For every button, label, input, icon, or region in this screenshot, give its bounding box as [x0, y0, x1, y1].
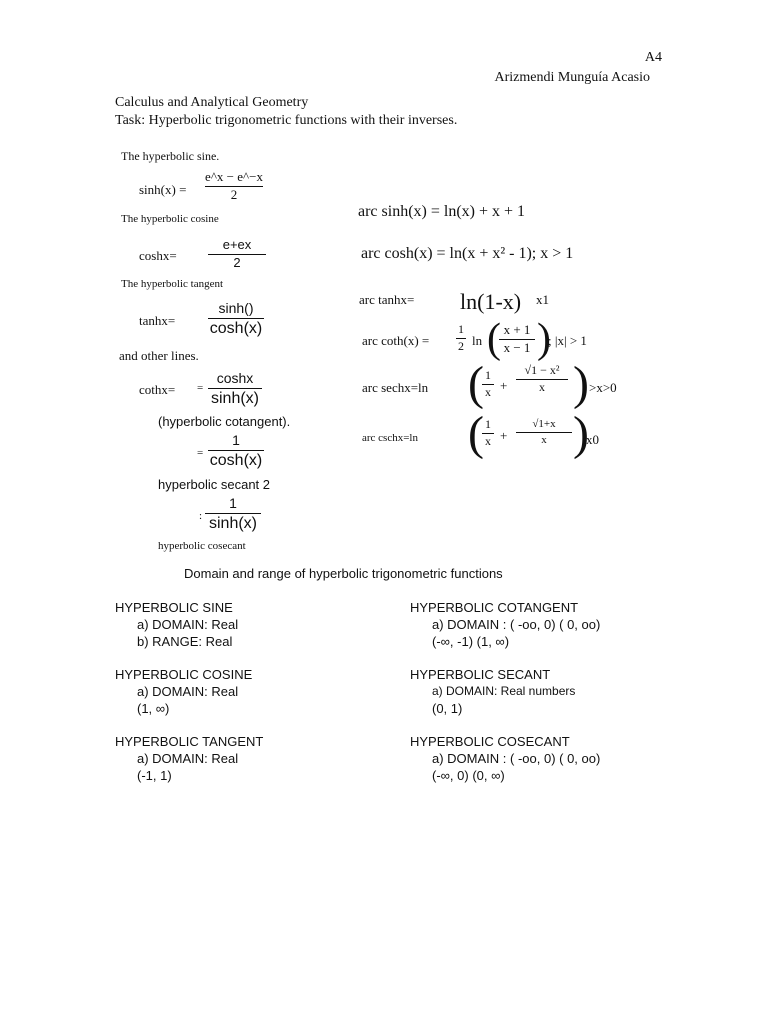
- tangent-title: The hyperbolic tangent: [121, 278, 224, 290]
- cosh-fraction: [208, 238, 266, 271]
- sinh-fraction: [205, 170, 263, 203]
- domain-title: HYPERBOLIC COSECANT: [410, 734, 570, 749]
- sinh-numerator: e^x − e^−x: [205, 169, 263, 184]
- domain-line: a) DOMAIN: Real numbers: [432, 684, 576, 698]
- arcsech-condition: >x>0: [589, 380, 617, 395]
- arccsch-b-den: x: [541, 434, 547, 447]
- course-title: Calculus and Analytical Geometry: [115, 95, 309, 110]
- domain-block-sine: [115, 599, 263, 650]
- author-name: Arizmendi Munguía Acasio: [494, 70, 650, 85]
- page-label: A4: [644, 50, 662, 65]
- arcsech-plus: +: [500, 378, 508, 393]
- arccsch-a-num: 1: [485, 417, 491, 431]
- range-line: (-∞, 0) (0, ∞): [432, 768, 505, 783]
- arcsech-b-num: √1 − x²: [524, 363, 560, 377]
- arccoth-coef: [456, 323, 466, 353]
- tanh-lhs: tanhx=: [139, 313, 176, 328]
- sinh-denominator: 2: [230, 187, 238, 203]
- domain-title: HYPERBOLIC COTANGENT: [410, 600, 579, 615]
- other-lines: and other lines.: [119, 348, 199, 363]
- arccoth-numerator: x + 1: [503, 322, 531, 337]
- domain-block-cosecant: [410, 733, 600, 784]
- sech-numerator: 1: [232, 432, 240, 448]
- domain-line: a) DOMAIN : ( -oo, 0) ( 0, oo): [432, 751, 601, 766]
- arctanh-superscript: x1: [536, 292, 549, 307]
- coth-label: (hyperbolic cotangent).: [158, 414, 291, 429]
- arcsech-term-a: [482, 369, 494, 399]
- arccsch-a-den: x: [485, 434, 491, 449]
- arccsch-condition: x0: [586, 432, 599, 447]
- arccoth-denominator: x − 1: [503, 340, 531, 356]
- domain-title: HYPERBOLIC SECANT: [410, 667, 551, 682]
- domain-block-cosine: [115, 666, 263, 717]
- cosine-title: The hyperbolic cosine: [121, 213, 219, 225]
- domain-line: a) DOMAIN: Real: [137, 684, 239, 699]
- arcsech-a-den: x: [485, 385, 491, 400]
- arccsch-plus: +: [500, 428, 508, 443]
- coth-fraction: [208, 371, 262, 408]
- csch-colon: :: [199, 510, 203, 522]
- domain-block-tangent: [115, 733, 263, 784]
- cosh-lhs: coshx=: [139, 248, 177, 263]
- arccoth-coef-den: 2: [458, 339, 464, 354]
- domain-line: a) DOMAIN : ( -oo, 0) ( 0, oo): [432, 617, 601, 632]
- arcsech-a-num: 1: [485, 368, 491, 382]
- range-line: (1, ∞): [137, 701, 170, 716]
- range-line: (-∞, -1) (1, ∞): [432, 634, 510, 649]
- coth-numerator: coshx: [216, 370, 254, 386]
- tanh-denominator: cosh(x): [209, 320, 263, 338]
- domain-title: HYPERBOLIC SINE: [115, 600, 233, 615]
- domain-line: a) DOMAIN: Real: [137, 617, 239, 632]
- coth-denominator: sinh(x): [210, 390, 259, 408]
- arccoth-close-paren: ): [537, 316, 551, 362]
- sech-fraction: [208, 433, 264, 470]
- sech-equals: =: [197, 447, 204, 459]
- sech-denominator: cosh(x): [209, 452, 263, 470]
- csch-fraction: [205, 496, 261, 533]
- domain-section-title: Domain and range of hyperbolic trigonometric functions: [184, 566, 503, 581]
- sinh-lhs: sinh(x) =: [139, 182, 187, 197]
- tanh-fraction: [208, 301, 264, 338]
- coth-lhs: cothx=: [139, 382, 176, 397]
- domain-line: a) DOMAIN: Real: [137, 751, 239, 766]
- domains-right-column: [410, 599, 600, 784]
- arccosh-formula: arc cosh(x) = ln(x + x² - 1); x > 1: [361, 245, 574, 262]
- arccoth-ln: ln: [472, 333, 483, 348]
- arccoth-condition: ; |x| > 1: [548, 333, 587, 348]
- domain-title: HYPERBOLIC TANGENT: [115, 734, 264, 749]
- range-line: (-1, 1): [137, 768, 172, 783]
- domains-left-column: [115, 599, 263, 784]
- range-line: (0, 1): [432, 701, 463, 716]
- arccsch-term-b: [516, 418, 572, 446]
- tanh-numerator: sinh(): [218, 300, 254, 316]
- csch-label: hyperbolic cosecant: [158, 540, 246, 552]
- task-title: Task: Hyperbolic trigonometric functions with their inverses.: [115, 113, 458, 128]
- cosh-numerator: e+ex: [222, 237, 252, 252]
- arctanh-rhs: ln(1-x): [460, 289, 522, 314]
- sine-title: The hyperbolic sine.: [121, 149, 220, 163]
- sech-label: hyperbolic secant 2: [158, 477, 271, 492]
- arccsch-b-num: √1+x: [532, 418, 556, 430]
- arccsch-open-paren: (: [468, 407, 484, 460]
- arccoth-lhs: arc coth(x) =: [362, 333, 430, 348]
- domain-block-secant: [410, 666, 600, 717]
- arcsech-open-paren: (: [468, 357, 484, 410]
- arctanh-lhs: arc tanhx=: [359, 292, 415, 307]
- arcsinh-formula: arc sinh(x) = ln(x) + x + 1: [358, 203, 526, 220]
- arccoth-fraction: [499, 323, 535, 356]
- arcsech-close-paren: ): [573, 357, 589, 410]
- arcsech-lhs: arc sechx=ln: [362, 380, 429, 395]
- arccoth-coef-num: 1: [458, 322, 464, 336]
- csch-numerator: 1: [229, 495, 237, 511]
- domain-line: b) RANGE: Real: [137, 634, 233, 649]
- csch-denominator: sinh(x): [208, 515, 257, 533]
- arccsch-lhs: arc cschx=ln: [362, 432, 418, 444]
- arcsech-term-b: [516, 364, 568, 394]
- arcsech-b-den: x: [539, 380, 545, 395]
- arccsch-close-paren: ): [573, 407, 589, 460]
- arccoth-open-paren: (: [487, 316, 501, 362]
- coth-equals: =: [197, 382, 204, 394]
- arccsch-term-a: [482, 418, 494, 448]
- domain-title: HYPERBOLIC COSINE: [115, 667, 253, 682]
- domain-block-cotangent: [410, 599, 600, 650]
- cosh-denominator: 2: [233, 255, 241, 271]
